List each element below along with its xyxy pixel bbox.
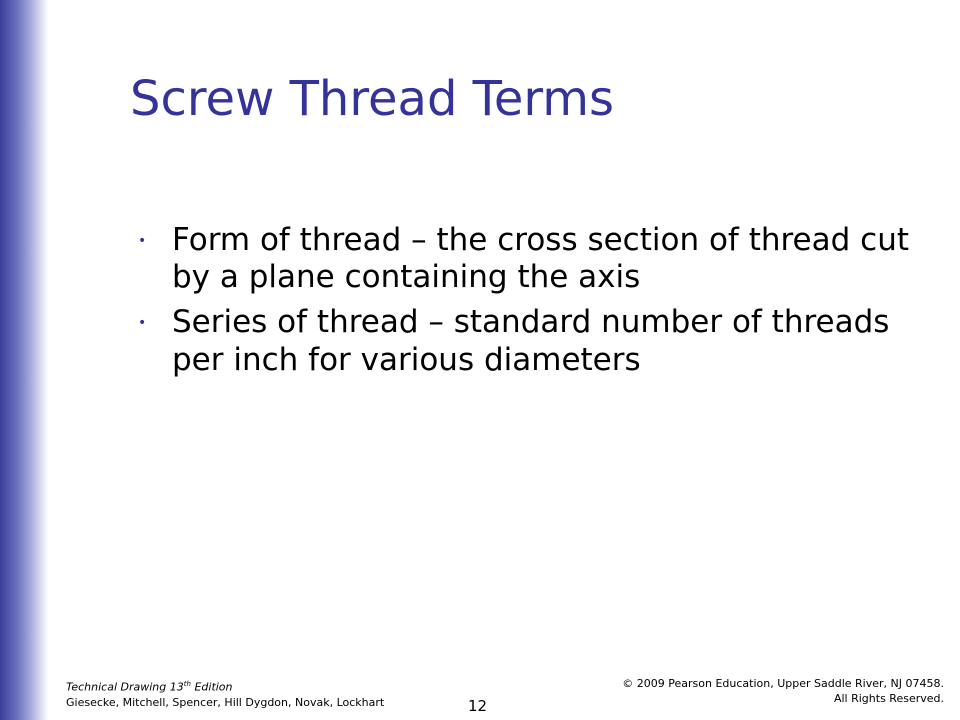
bullet-item (130, 304, 920, 378)
footer-copyright (622, 676, 944, 706)
page-number: 12 (468, 697, 488, 715)
side-gradient-band (0, 0, 48, 720)
bullet-item (130, 222, 920, 296)
footer-book-info (66, 677, 384, 710)
book-title-superscript: th (183, 680, 191, 688)
bullet-marker: • (138, 233, 147, 249)
bullet-text: Form of thread – the cross section of thread cut by a plane containing the axis (172, 222, 910, 296)
book-authors: Giesecke, Mitchell, Spencer, Hill Dygdon, Novak, Lockhart (66, 695, 385, 709)
slide-title: Screw Thread Terms (130, 71, 615, 127)
bullet-list (130, 222, 920, 387)
book-title-edition: Edition (190, 680, 233, 694)
book-title-text: Technical Drawing 13 (66, 680, 184, 694)
bullet-text: Series of thread – standard number of threads per inch for various diameters (172, 304, 890, 378)
copyright-line-1: © 2009 Pearson Education, Upper Saddle River, NJ 07458. (622, 677, 944, 690)
bullet-marker: • (138, 315, 147, 332)
copyright-line-2: All Rights Reserved. (833, 692, 944, 705)
book-title (66, 677, 384, 695)
